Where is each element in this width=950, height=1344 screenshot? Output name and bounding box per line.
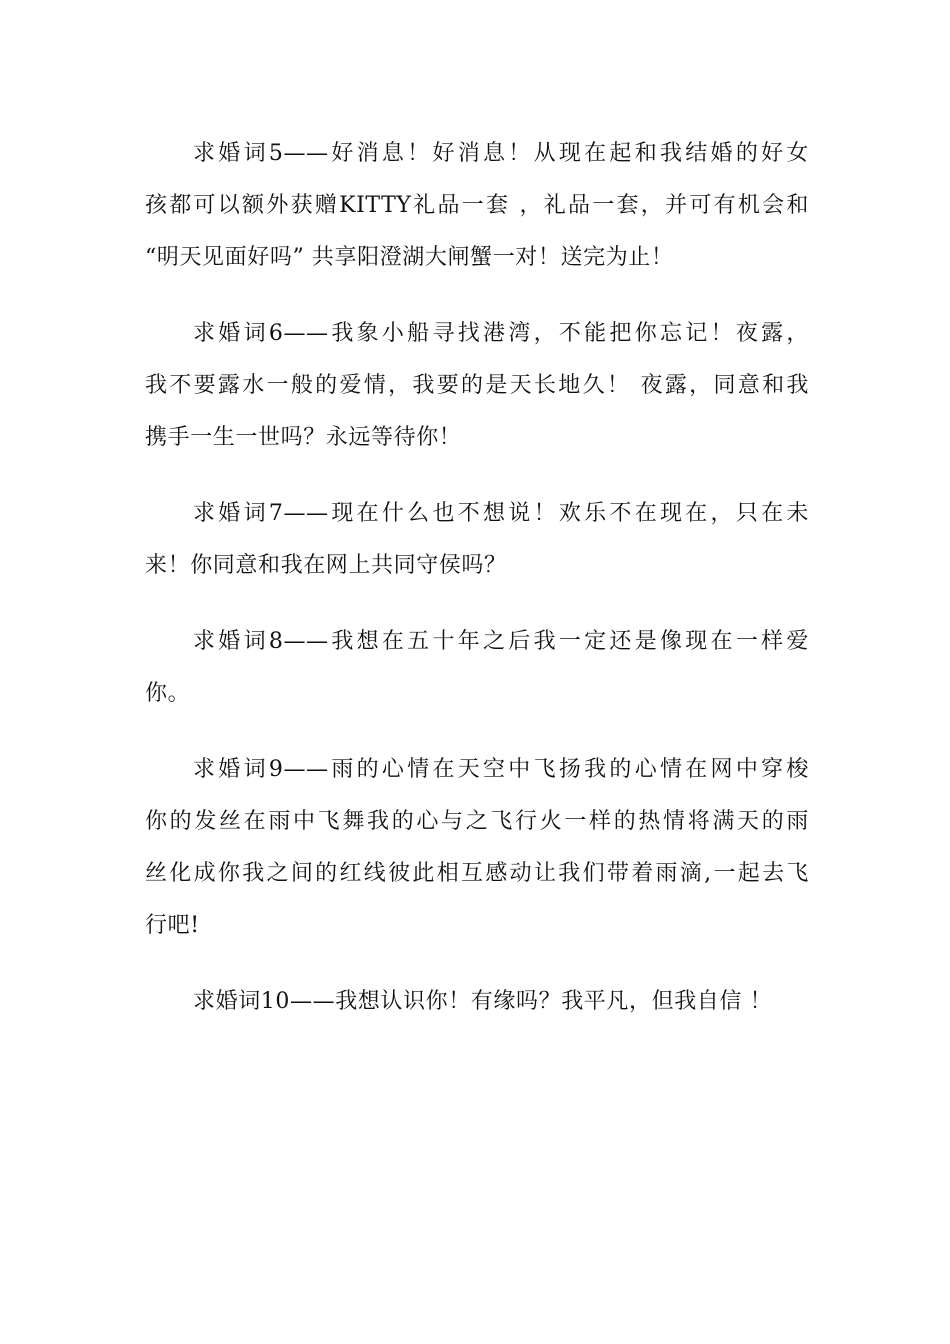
text-line: 求婚词7——现在什么也不想说！欢乐不在现在，只在未 <box>193 501 809 526</box>
paragraph-proposal-8 <box>145 616 809 720</box>
text-line: 行吧! <box>145 913 200 938</box>
paragraph-proposal-9 <box>145 744 809 952</box>
text-line: 携手一生一世吗？永远等待你！ <box>145 425 462 450</box>
text-line: 你的发丝在雨中飞舞我的心与之飞行火一样的热情将满天的雨 <box>145 809 809 834</box>
text-line: 我不要露水一般的爱情，我要的是天长地久！ 夜露，同意和我 <box>145 373 809 398</box>
text-line: 求婚词8——我想在五十年之后我一定还是像现在一样爱 <box>193 629 809 654</box>
text-line: 求婚词9——雨的心情在天空中飞扬我的心情在网中穿梭 <box>193 757 809 782</box>
text-line: 孩都可以额外获赠KITTY礼品一套 ，礼品一套，并可有机会和 <box>145 193 809 218</box>
text-line: 你。 <box>145 681 191 706</box>
paragraph-proposal-6 <box>145 308 809 464</box>
text-line: 来！你同意和我在网上共同守侯吗？ <box>145 553 507 578</box>
text-line: 求婚词5——好消息！好消息！从现在起和我结婚的好女 <box>193 141 809 166</box>
text-line: 求婚词6——我象小船寻找港湾，不能把你忘记！夜露， <box>193 321 809 346</box>
paragraph-proposal-10 <box>145 976 809 1028</box>
paragraph-proposal-5 <box>145 128 809 284</box>
text-line: 丝化成你我之间的红线彼此相互感动让我们带着雨滴,一起去飞 <box>145 861 809 886</box>
paragraph-proposal-7 <box>145 488 809 592</box>
document-body <box>145 128 809 1028</box>
text-line: “明天见面好吗” 共享阳澄湖大闸蟹一对！送完为止！ <box>145 245 674 270</box>
text-line: 求婚词10——我想认识你！有缘吗？我平凡，但我自信 ！ <box>193 989 773 1014</box>
